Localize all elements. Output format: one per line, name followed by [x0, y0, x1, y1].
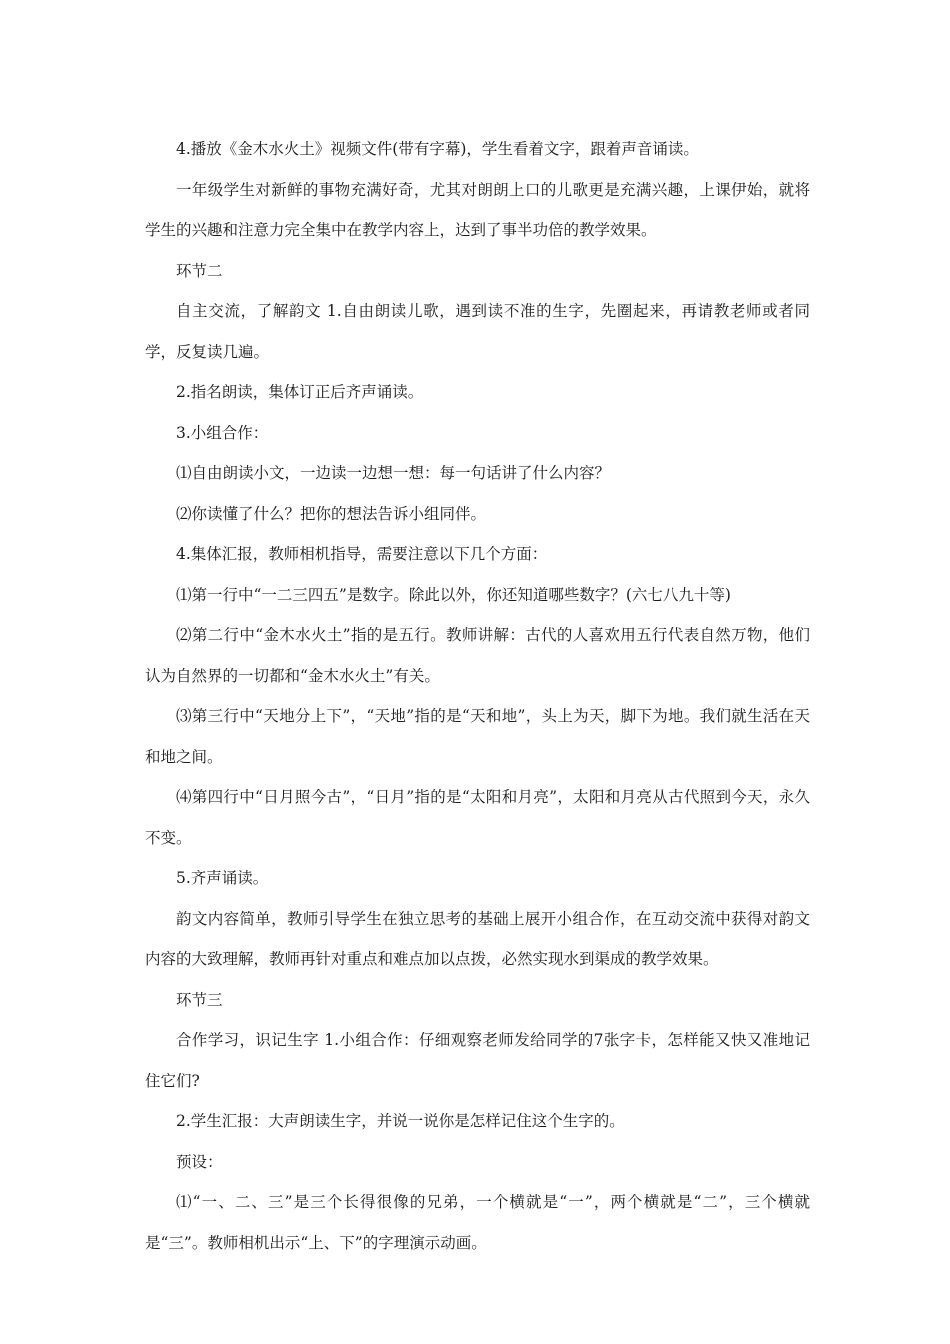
- paragraph-preset-item-1: ⑴“一、二、三”是三个长得很像的兄弟，一个横就是“一”，两个横就是“二”，三个横就是“三”。教师相机出示“上、下”的字理演示动画。: [145, 1193, 810, 1252]
- paragraph-group-item-2: ⑵你读懂了什么？把你的想法告诉小组同伴。: [176, 504, 487, 523]
- paragraph-self-study: 自主交流，了解韵文 1.自由朗读儿歌，遇到读不准的生字，先圈起来，再请教老师或者同学，反复读几遍。: [145, 302, 810, 361]
- paragraph-step4-report: 4.集体汇报，教师相机指导，需要注意以下几个方面：: [176, 545, 548, 563]
- paragraph-report-item-3: ⑶第三行中“天地分上下”，“天地”指的是“天和地”，头上为天，脚下为地。我们就生活在天和地之间。: [145, 707, 810, 766]
- paragraph-student-report: 2.学生汇报：大声朗读生字，并说一说你是怎样记住这个生字的。: [176, 1112, 625, 1130]
- document-body: [145, 129, 810, 1263]
- paragraph-cooperative-learning: 合作学习，识记生字 1.小组合作：仔细观察老师发给同学的7张字卡，怎样能又快又准地记住它们?: [145, 1031, 810, 1090]
- paragraph-reflection-1: 一年级学生对新鲜的事物充满好奇，尤其对朗朗上口的儿歌更是充满兴趣，上课伊始，就将学生的兴趣和注意力完全集中在教学内容上，达到了事半功倍的教学效果。: [145, 180, 810, 239]
- paragraph-reflection-2: 韵文内容简单，教师引导学生在独立思考的基础上展开小组合作，在互动交流中获得对韵文内容的大致理解，教师再针对重点和难点加以点拨，必然实现水到渠成的教学效果。: [145, 909, 810, 968]
- paragraph-report-item-2: ⑵第二行中“金木水火土”指的是五行。教师讲解：古代的人喜欢用五行代表自然万物，他们认为自然界的一切都和“金木水火土”有关。: [145, 626, 810, 685]
- paragraph-step4-video: 4.播放《金木水火土》视频文件(带有字幕)，学生看着文字，跟着声音诵读。: [176, 140, 699, 158]
- section-heading-2: 环节二: [176, 261, 223, 280]
- paragraph-group-item-1: ⑴自由朗读小文，一边读一边想一想：每一句话讲了什么内容？: [176, 464, 611, 482]
- paragraph-report-item-1: ⑴第一行中“一二三四五”是数字。除此以外，你还知道哪些数字？(六七八九十等): [176, 585, 731, 604]
- paragraph-report-item-4: ⑷第四行中“日月照今古”，“日月”指的是“太阳和月亮”，太阳和月亮从古代照到今天，永久不变。: [145, 788, 810, 847]
- paragraph-step5-recite: 5.齐声诵读。: [176, 869, 269, 887]
- paragraph-step3-group: 3.小组合作：: [176, 423, 269, 442]
- section-heading-3: 环节三: [176, 990, 223, 1009]
- paragraph-step2-read: 2.指名朗读，集体订正后齐声诵读。: [176, 383, 424, 401]
- paragraph-preset: 预设：: [176, 1152, 223, 1171]
